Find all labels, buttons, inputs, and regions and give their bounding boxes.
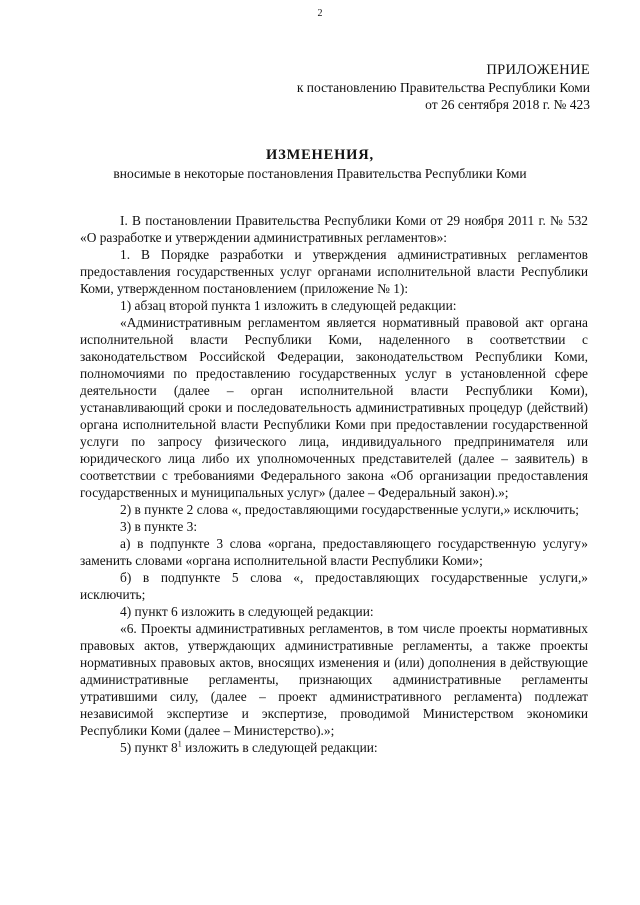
paragraph-item-1: 1. В Порядке разработки и утверждения административных регламентов предоставления государственных услуг органами исполнительной власти Республики Коми, утвержденном постановлением (приложение № 1): — [80, 247, 588, 296]
paragraph-quote-1: «Административным регламентом является нормативный правовой акт органа исполнительной власти Республики Коми, наделенного в соответствии с законодательством Российской Федерации, законодательством Республики Коми, полномочиями по предоставлению государственных услуг в установленной сфере деятельности (далее – орган исполнительной власти Республики Коми), устанавливающий сроки и последовательность административных процедур (действий) органа исполнительной власти Республики Коми при предоставлении государственной услуги по запросу физического лица, индивидуального предпринимателя или юридического лица либо их уполномоченных представителей (далее – заявитель) в соответствии с требованиями Федерального закона «Об организации предоставления государственных и муниципальных услуг» (далее – Федеральный закон).»; — [80, 315, 588, 500]
page-number: 2 — [317, 8, 323, 19]
paragraph-subpoint-b: б) в подпункте 5 слова «, предоставляющих государственные услуги,» исключить; — [80, 570, 588, 602]
last-item-after: изложить в следующей редакции: — [181, 740, 378, 755]
heading-title: ИЗМЕНЕНИЯ, — [266, 147, 374, 163]
document-body — [80, 212, 588, 756]
heading-subtitle: вносимые в некоторые постановления Правительства Республики Коми — [113, 166, 527, 181]
paragraph-subitem-3: 3) в пункте 3: — [120, 519, 198, 534]
paragraph-subitem-1: 1) абзац второй пункта 1 изложить в следующей редакции: — [120, 298, 457, 313]
last-item-before: 5) пункт 8 — [120, 740, 178, 755]
appendix-line-2: от 26 сентября 2018 г. № 423 — [425, 97, 590, 112]
paragraph-section-1: I. В постановлении Правительства Республики Коми от 29 ноября 2011 г. № 532 «О разработке и утверждении административных регламентов»: — [80, 213, 588, 245]
last-item-superscript: 1 — [177, 739, 182, 749]
paragraph-subitem-5 — [80, 739, 588, 756]
document-heading — [0, 146, 640, 183]
appendix-title: ПРИЛОЖЕНИЕ — [486, 62, 590, 78]
paragraph-subitem-4: 4) пункт 6 изложить в следующей редакции: — [120, 604, 374, 619]
paragraph-subpoint-a: а) в подпункте 3 слова «органа, предоставляющего государственную услугу» заменить словами «органа исполнительной власти Республики Коми»; — [80, 536, 588, 568]
appendix-line-1: к постановлению Правительства Республики Коми — [296, 80, 590, 95]
appendix-block — [297, 62, 590, 113]
paragraph-quote-2: «6. Проекты административных регламентов, в том числе проекты нормативных правовых актов, утверждающих административные регламенты, а также проекты нормативных правовых актов, вносящих изменения и (или) дополнения в действующие административные регламенты, признающих административные регламенты утратившими силу, (далее – проект административного регламента) подлежат независимой экспертизе и экспертизе, проводимой Министерством экономики Республики Коми (далее – Министерство).»; — [80, 621, 588, 738]
paragraph-subitem-2: 2) в пункте 2 слова «, предоставляющими государственные услуги,» исключить; — [120, 502, 579, 517]
